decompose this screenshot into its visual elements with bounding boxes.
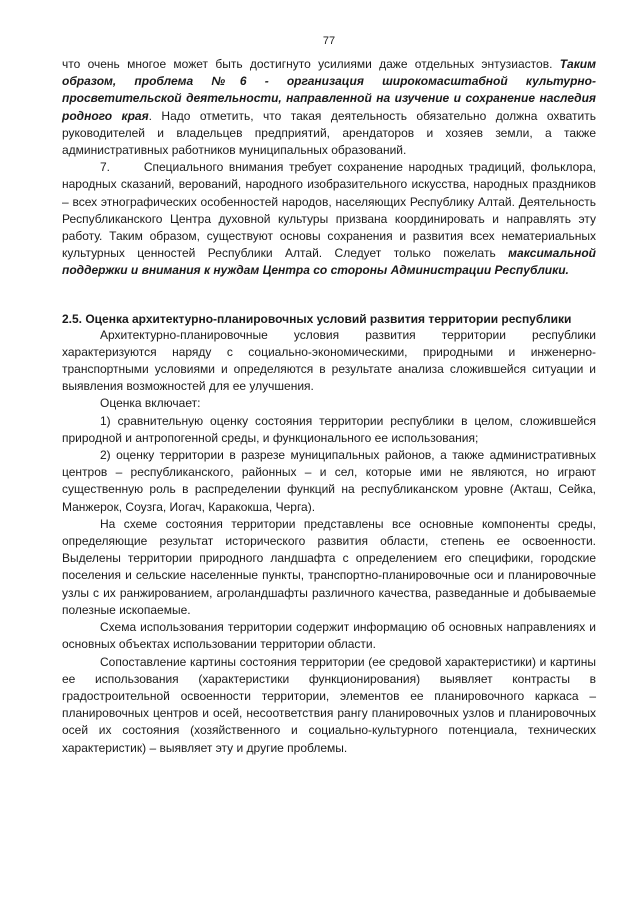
section-heading: 2.5. Оценка архитектурно-планировочных условий развития территории республики (62, 311, 572, 326)
section-paragraph: Сопоставление картины состояния территории (ее средовой характеристики) и картины ее использования (характеристики функционирования) выявляет контрасты в градостроительной освоенности территории, элементов ее планировочного каркаса – планировочных центров и осей, несоответствия рангу планировочных узлов и планировочных осей их состояния (хозяйственного и социально-культурного потенциала, технических характеристик) – выявляет эту и другие проблемы. (62, 654, 596, 755)
section-paragraph: На схеме состояния территории представлены все основные компоненты среды, определяющие результат исторического развития области, степень ее освоенности. Выделены территории природного ландшафта с определением его специфики, городские поселения и сельские населенные пункты, транспортно-планировочные оси и планировочные узлы с их ранжированием, агроландшафты различного качества, разведанные и добываемые полезные ископаемые. (62, 516, 596, 617)
page-number: 77 (322, 35, 336, 47)
paragraph-item-7 (62, 159, 596, 279)
emphasis-text: максимальной поддержки и внимания к нуждам Центра со стороны Администрации Республики. (62, 246, 596, 278)
paragraph-problem-6 (62, 56, 596, 159)
spacer (62, 280, 596, 311)
section-paragraph: Схема использования территории содержит информацию об основных направлениях и основных объектах использовании территории области. (62, 620, 596, 652)
list-item: 1) сравнительную оценку состояния территории республики в целом, сложившейся природной и антропогенной среды, и функционального ее использования; (62, 413, 596, 445)
paragraph-text: что очень многое может быть достигнуто усилиями даже отдельных энтузиастов. (62, 57, 560, 71)
emphasis-text: Таким образом, проблема №6 - организация широкомасштабной культурно-просветительской деятельности, направленной на изучение и сохранение наследия родного края (62, 57, 596, 123)
paragraph-text: Специального внимания требует сохранение народных традиций, фольклора, народных сказаний, верований, народного изобразительного искусства, народных праздников – всех этнографических особенностей народов, населяющих Республику Алтай. Деятельность Республиканского Центра духовной культуры призвана координировать и направлять эту работу. Таким образом, существуют основы сохранения и развития всех нематериальных культурных ценностей Республики Алтай. Следует только пожелать (62, 160, 596, 261)
document-page (62, 34, 596, 757)
section-paragraph: Архитектурно-планировочные условия развития территории республики характеризуются наряду с социально-экономическими, природными и инженерно-транспортными условиями и определяются в результате анализа сложившейся ситуации и выявления возможностей для ее улучшения. (62, 327, 596, 394)
item-number: 7. (100, 160, 111, 175)
paragraph-text: . Надо отметить, что такая деятельность обязательно должна охватить руководителей и владельцев предприятий, арендаторов и хозяев земли, а также административных работников муниципальных образований. (62, 108, 596, 158)
section-paragraph: Оценка включает: (100, 396, 201, 411)
list-item: 2) оценку территории в разрезе муниципальных районов, а также административных центров – республиканского, районных – и сел, которые ими не являются, но играют существенную роль в распределении функций на республиканском уровне (Акташ, Сейка, Манжерок, Соузга, Иогач, Каракокша, Черга). (62, 448, 596, 514)
